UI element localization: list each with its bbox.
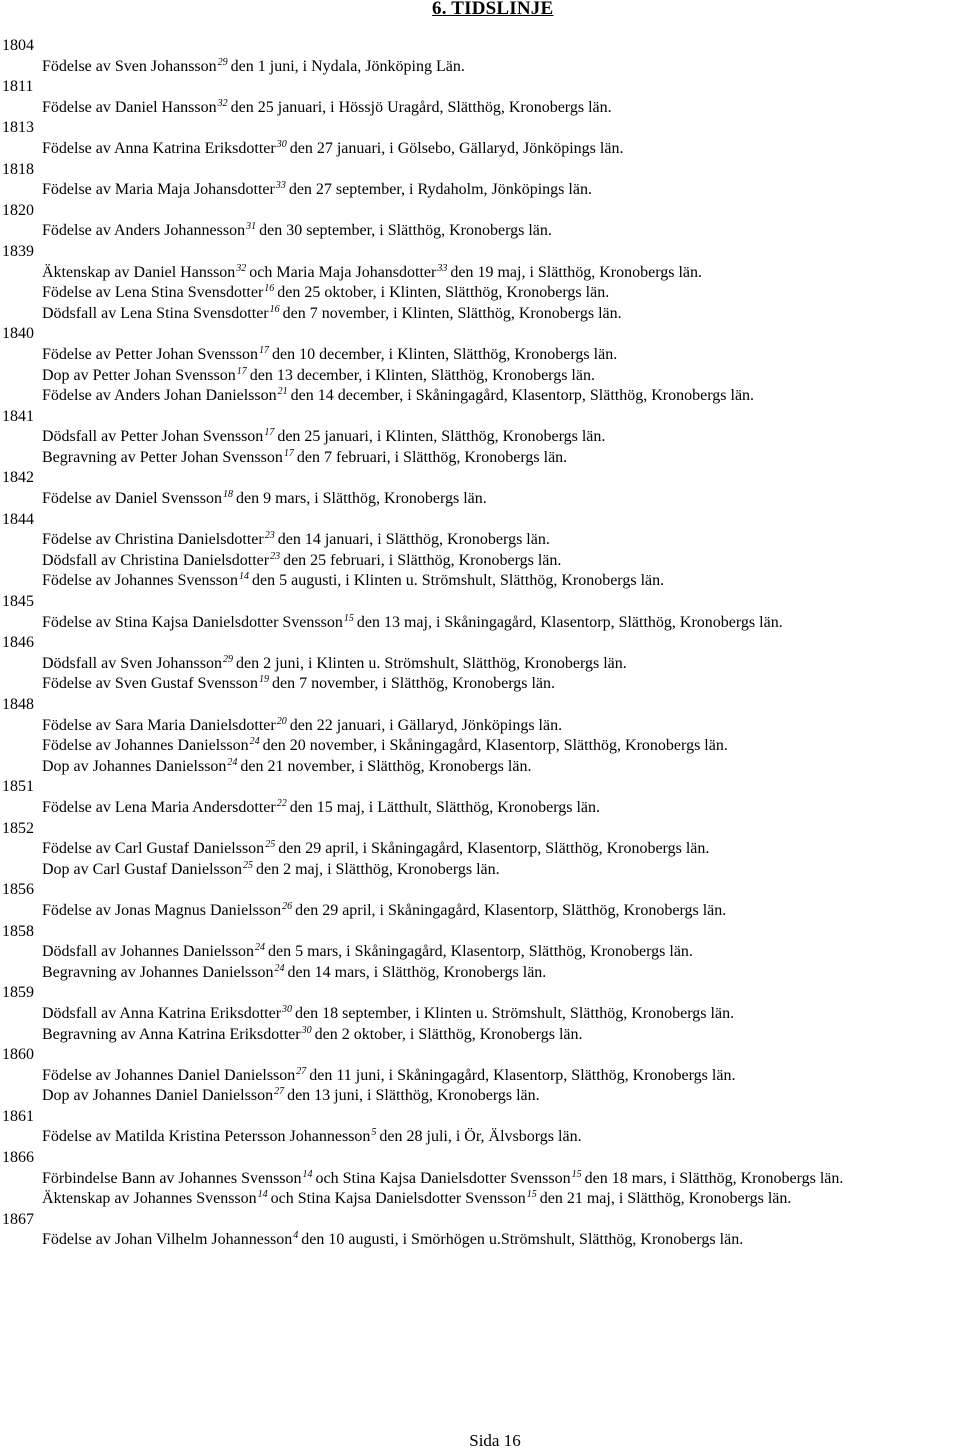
year-label: 1856 (2, 881, 34, 899)
event-text: och Stina Kajsa Danielsdotter Svensson (315, 1169, 571, 1187)
year-block (0, 983, 960, 1045)
timeline-event (0, 448, 960, 469)
event-details: den 14 mars, i Slätthög, Kronobergs län. (287, 963, 547, 981)
year-label: 1841 (2, 407, 34, 425)
page-heading: 6. TIDSLINJE (432, 0, 554, 19)
person-reference-number: 4 (293, 1230, 299, 1242)
year-block (0, 777, 960, 818)
year-block (0, 1107, 960, 1148)
timeline-event (0, 551, 960, 572)
timeline-event (0, 98, 960, 119)
person-reference-number: 16 (264, 283, 275, 295)
timeline-event (0, 716, 960, 737)
timeline-event (0, 427, 960, 448)
timeline-event (0, 386, 960, 407)
event-details: den 13 maj, i Skåningagård, Klasentorp, Slätthög, Kronobergs län. (356, 613, 783, 631)
year-label: 1846 (2, 634, 34, 652)
event-details: den 2 oktober, i Slätthög, Kronobergs län. (314, 1025, 583, 1043)
event-text: Dödsfall av Sven Johansson (42, 654, 222, 672)
event-details: den 1 juni, i Nydala, Jönköping Län. (230, 57, 465, 75)
event-text: Födelse av Lena Maria Andersdotter (42, 798, 276, 816)
event-details: den 29 april, i Skåningagård, Klasentorp, Slätthög, Kronobergs län. (278, 840, 710, 858)
event-details: den 7 november, i Klinten, Slätthög, Kronobergs län. (282, 304, 622, 322)
timeline-event (0, 1189, 960, 1210)
timeline-event (0, 654, 960, 675)
event-details: den 13 december, i Klinten, Slätthög, Kronobergs län. (249, 366, 595, 384)
event-text: Födelse av Anders Johannesson (42, 222, 246, 240)
event-details: den 15 maj, i Lätthult, Slätthög, Kronobergs län. (289, 798, 601, 816)
year-block (0, 695, 960, 777)
event-details: den 7 februari, i Slätthög, Kronobergs län. (296, 448, 568, 466)
event-text: Dödsfall av Christina Danielsdotter (42, 551, 270, 569)
timeline-event (0, 613, 960, 634)
year-label: 1842 (2, 469, 34, 487)
person-reference-number: 24 (249, 736, 260, 748)
event-text: och Stina Kajsa Danielsdotter Svensson (270, 1190, 526, 1208)
event-text: Födelse av Johannes Svensson (42, 572, 238, 590)
event-text: Dödsfall av Lena Stina Svensdotter (42, 304, 269, 322)
timeline-event (0, 1066, 960, 1087)
person-reference-number: 15 (526, 1189, 537, 1201)
timeline-event (0, 57, 960, 78)
page-number: Sida 16 (469, 1431, 521, 1450)
event-details: den 27 september, i Rydaholm, Jönköpings län. (288, 181, 592, 199)
event-text: Dödsfall av Petter Johan Svensson (42, 428, 264, 446)
year-block (0, 407, 960, 469)
event-text: Födelse av Lena Stina Svensdotter (42, 284, 264, 302)
event-details: den 2 maj, i Slätthög, Kronobergs län. (255, 860, 500, 878)
event-text: Födelse av Anna Katrina Eriksdotter (42, 139, 276, 157)
event-details: den 13 juni, i Slätthög, Kronobergs län. (287, 1087, 540, 1105)
event-text: Äktenskap av Johannes Svensson (42, 1190, 257, 1208)
year-block (0, 36, 960, 77)
event-details: den 14 januari, i Slätthög, Kronobergs län. (277, 531, 550, 549)
event-text: Födelse av Anders Johan Danielsson (42, 387, 277, 405)
person-reference-number: 16 (269, 303, 280, 315)
person-reference-number: 15 (571, 1168, 582, 1180)
person-reference-number: 15 (343, 612, 354, 624)
event-text: Begravning av Johannes Danielsson (42, 963, 274, 981)
event-details: den 14 december, i Skåningagård, Klasentorp, Slätthög, Kronobergs län. (290, 387, 755, 405)
year-label: 1867 (2, 1210, 34, 1228)
timeline-event (0, 221, 960, 242)
event-text: Födelse av Johannes Daniel Danielsson (42, 1066, 296, 1084)
person-reference-number: 26 (282, 900, 293, 912)
timeline-event (0, 571, 960, 592)
event-details: den 29 april, i Skåningagård, Klasentorp, Slätthög, Kronobergs län. (295, 901, 727, 919)
timeline-event (0, 345, 960, 366)
person-reference-number: 14 (257, 1189, 268, 1201)
year-block (0, 468, 960, 509)
timeline-event (0, 366, 960, 387)
timeline-event (0, 963, 960, 984)
year-label: 1818 (2, 160, 34, 178)
event-text: Födelse av Daniel Svensson (42, 490, 222, 508)
person-reference-number: 20 (276, 715, 287, 727)
event-text: Födelse av Christina Danielsdotter (42, 531, 264, 549)
year-label: 1851 (2, 778, 34, 796)
person-reference-number: 33 (275, 180, 286, 192)
year-block (0, 118, 960, 159)
person-reference-number: 29 (222, 653, 233, 665)
timeline-event (0, 139, 960, 160)
timeline-event (0, 757, 960, 778)
person-reference-number: 24 (227, 756, 238, 768)
event-details: den 27 januari, i Gölsebo, Gällaryd, Jönköpings län. (289, 139, 624, 157)
event-details: den 25 oktober, i Klinten, Slätthög, Kronobergs län. (277, 284, 610, 302)
event-details: den 28 juli, i Ör, Älvsborgs län. (379, 1128, 582, 1146)
event-text: Födelse av Stina Kajsa Danielsdotter Svensson (42, 613, 343, 631)
year-label: 1804 (2, 37, 34, 54)
person-reference-number: 14 (302, 1168, 313, 1180)
timeline-event (0, 530, 960, 551)
event-text: Födelse av Jonas Magnus Danielsson (42, 901, 282, 919)
person-reference-number: 30 (301, 1024, 312, 1036)
event-details: den 2 juni, i Klinten u. Strömshult, Slätthög, Kronobergs län. (235, 654, 627, 672)
person-reference-number: 30 (276, 138, 287, 150)
year-label: 1852 (2, 819, 34, 837)
year-label: 1858 (2, 922, 34, 940)
timeline (0, 36, 960, 1251)
person-reference-number: 5 (371, 1127, 377, 1139)
event-details: den 19 maj, i Slätthög, Kronobergs län. (450, 263, 703, 281)
person-reference-number: 29 (217, 56, 228, 68)
timeline-event (0, 674, 960, 695)
event-text: Födelse av Petter Johan Svensson (42, 345, 258, 363)
event-details: den 25 februari, i Slätthög, Kronobergs län. (283, 551, 562, 569)
year-block (0, 1045, 960, 1107)
timeline-event (0, 263, 960, 284)
timeline-event (0, 1230, 960, 1251)
year-label: 1844 (2, 510, 34, 528)
event-details: den 18 september, i Klinten u. Strömshult, Slätthög, Kronobergs län. (295, 1004, 735, 1022)
person-reference-number: 21 (277, 386, 288, 398)
person-reference-number: 22 (276, 797, 287, 809)
person-reference-number: 30 (282, 1003, 293, 1015)
person-reference-number: 17 (264, 427, 275, 439)
timeline-event (0, 180, 960, 201)
event-details: den 10 augusti, i Smörhögen u.Strömshult, Slätthög, Kronobergs län. (301, 1231, 744, 1249)
year-block (0, 592, 960, 633)
event-text: och Maria Maja Johansdotter (249, 263, 437, 281)
year-label: 1848 (2, 696, 34, 713)
person-reference-number: 23 (270, 550, 281, 562)
person-reference-number: 17 (236, 365, 247, 377)
timeline-event (0, 1004, 960, 1025)
event-text: Dödsfall av Anna Katrina Eriksdotter (42, 1004, 282, 1022)
person-reference-number: 25 (242, 859, 253, 871)
person-reference-number: 31 (246, 221, 257, 233)
event-details: den 5 mars, i Skåningagård, Klasentorp, Slätthög, Kronobergs län. (267, 943, 693, 961)
year-block (0, 880, 960, 921)
event-text: Begravning av Anna Katrina Eriksdotter (42, 1025, 301, 1043)
year-label: 1813 (2, 119, 34, 137)
timeline-event (0, 798, 960, 819)
event-text: Födelse av Carl Gustaf Danielsson (42, 840, 265, 858)
event-details: den 11 juni, i Skåningagård, Klasentorp, Slätthög, Kronobergs län. (309, 1066, 736, 1084)
timeline-event (0, 736, 960, 757)
timeline-event (0, 1127, 960, 1148)
timeline-event (0, 1169, 960, 1190)
event-text: Dop av Johannes Danielsson (42, 757, 227, 775)
timeline-event (0, 860, 960, 881)
event-details: den 9 mars, i Slätthög, Kronobergs län. (235, 490, 487, 508)
event-text: Dop av Carl Gustaf Danielsson (42, 860, 242, 878)
year-block (0, 160, 960, 201)
year-label: 1866 (2, 1149, 34, 1167)
person-reference-number: 27 (274, 1086, 285, 1098)
person-reference-number: 32 (236, 262, 247, 274)
person-reference-number: 32 (217, 97, 228, 109)
event-text: Dop av Johannes Daniel Danielsson (42, 1087, 274, 1105)
person-reference-number: 19 (258, 674, 269, 686)
event-details: den 25 januari, i Klinten, Slätthög, Kronobergs län. (277, 428, 606, 446)
person-reference-number: 23 (264, 530, 275, 542)
timeline-event (0, 942, 960, 963)
event-text: Dödsfall av Johannes Danielsson (42, 943, 254, 961)
year-block (0, 324, 960, 406)
event-details: den 30 september, i Slätthög, Kronobergs län. (259, 222, 552, 240)
timeline-event (0, 283, 960, 304)
year-block (0, 77, 960, 118)
year-label: 1811 (2, 78, 34, 96)
event-details: den 7 november, i Slätthög, Kronobergs län. (271, 675, 555, 693)
timeline-event (0, 1086, 960, 1107)
person-reference-number: 18 (222, 489, 233, 501)
event-text: Förbindelse Bann av Johannes Svensson (42, 1169, 302, 1187)
year-block (0, 819, 960, 881)
person-reference-number: 17 (258, 344, 269, 356)
person-reference-number: 14 (238, 571, 249, 583)
year-label: 1820 (2, 201, 34, 219)
person-reference-number: 24 (274, 962, 285, 974)
year-label: 1840 (2, 325, 34, 343)
event-text: Födelse av Johannes Danielsson (42, 737, 249, 755)
year-block (0, 242, 960, 324)
year-block (0, 201, 960, 242)
year-block (0, 922, 960, 984)
timeline-event (0, 304, 960, 325)
year-block (0, 1148, 960, 1210)
event-details: den 25 januari, i Hössjö Uragård, Slätthög, Kronobergs län. (230, 98, 612, 116)
event-text: Födelse av Matilda Kristina Petersson Johannesson (42, 1128, 371, 1146)
event-text: Begravning av Petter Johan Svensson (42, 448, 283, 466)
person-reference-number: 25 (265, 839, 276, 851)
event-text: Födelse av Sven Gustaf Svensson (42, 675, 258, 693)
year-block (0, 1210, 960, 1251)
year-label: 1860 (2, 1046, 34, 1064)
event-text: Födelse av Sara Maria Danielsdotter (42, 716, 276, 734)
timeline-event (0, 901, 960, 922)
year-block (0, 510, 960, 592)
timeline-event (0, 1025, 960, 1046)
year-label: 1839 (2, 242, 34, 260)
event-text: Dop av Petter Johan Svensson (42, 366, 236, 384)
event-text: Födelse av Maria Maja Johansdotter (42, 181, 275, 199)
event-details: den 10 december, i Klinten, Slätthög, Kronobergs län. (271, 345, 618, 363)
year-label: 1859 (2, 984, 34, 1002)
year-label: 1845 (2, 593, 34, 611)
event-details: den 18 mars, i Slätthög, Kronobergs län. (584, 1169, 844, 1187)
event-text: Födelse av Johan Vilhelm Johannesson (42, 1231, 293, 1249)
event-details: den 21 maj, i Slätthög, Kronobergs län. (539, 1190, 792, 1208)
year-block (0, 633, 960, 695)
event-details: den 20 november, i Skåningagård, Klasentorp, Slätthög, Kronobergs län. (262, 737, 728, 755)
person-reference-number: 24 (254, 942, 265, 954)
event-details: den 21 november, i Slätthög, Kronobergs län. (240, 757, 532, 775)
person-reference-number: 27 (296, 1065, 307, 1077)
event-text: Födelse av Sven Johansson (42, 57, 217, 75)
event-text: Äktenskap av Daniel Hansson (42, 263, 236, 281)
timeline-event (0, 839, 960, 860)
person-reference-number: 33 (437, 262, 448, 274)
person-reference-number: 17 (283, 447, 294, 459)
event-details: den 22 januari, i Gällaryd, Jönköpings län. (289, 716, 563, 734)
event-text: Födelse av Daniel Hansson (42, 98, 217, 116)
event-details: den 5 augusti, i Klinten u. Strömshult, Slätthög, Kronobergs län. (251, 572, 665, 590)
timeline-event (0, 489, 960, 510)
year-label: 1861 (2, 1107, 34, 1125)
